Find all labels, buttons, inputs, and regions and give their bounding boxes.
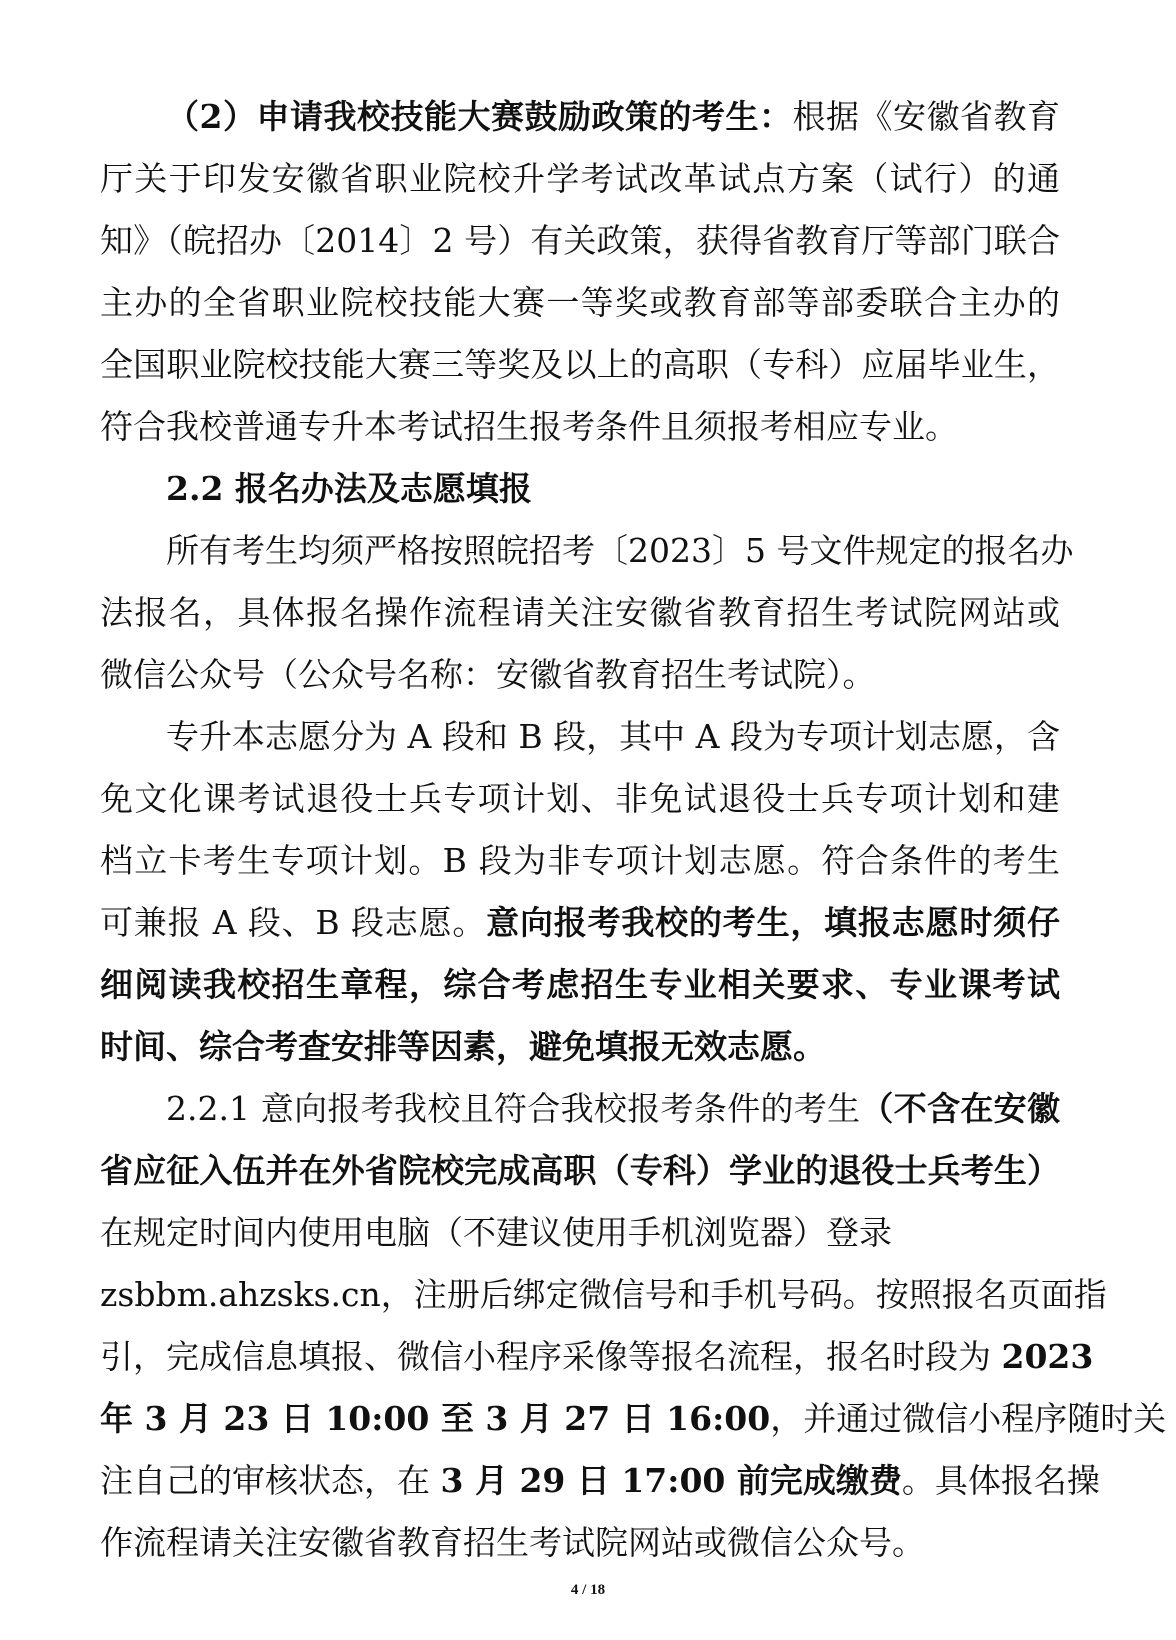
text-run: 细阅读我校招生章程，综合考虑招生专业相关要求、专业课考试 (100, 965, 1060, 1004)
text-run: 微信公众号（公众号名称：安徽省教育招生考试院）。 (100, 655, 876, 694)
text-line (100, 1326, 1094, 1388)
text-line (100, 954, 1060, 1016)
text-line (100, 148, 1060, 210)
section-heading (100, 458, 1060, 520)
text-run: 2.2.1 意向报考我校且符合我校报考条件的考生 (166, 1089, 861, 1128)
text-line (100, 396, 1060, 458)
text-run: 全国职业院校技能大赛三等奖及以上的高职（专科）应届毕业生， (100, 345, 1060, 384)
text-run: zsbbm.ahzsks.cn，注册后绑定微信号和手机号码。按照报名页面指 (100, 1275, 1107, 1314)
text-line (100, 1264, 1107, 1326)
text-line (100, 520, 1074, 582)
text-run: 作流程请关注安徽省教育招生考试院网站或微信公众号。 (100, 1523, 925, 1562)
text-run: 意向报考我校的考生，填报志愿时须仔 (486, 903, 1060, 942)
text-run: 引，完成信息填报、微信小程序采像等报名流程，报名时段为 (100, 1337, 1002, 1376)
text-run: ，并通过微信小程序随时关 (770, 1399, 1167, 1438)
text-run: 2023 (1001, 1337, 1094, 1376)
text-run: （2）申请我校技能大赛鼓励政策的考生： (166, 97, 793, 136)
text-run: 省应征入伍并在外省院校完成高职（专科）学业的退役士兵考生） (100, 1151, 1060, 1190)
text-line (100, 1140, 1060, 1202)
text-run: 厅关于印发安徽省职业院校升学考试改革试点方案（试行）的通 (100, 159, 1060, 198)
text-run: 符合我校普通专升本考试招生报考条件且须报考相应专业。 (100, 407, 958, 446)
text-line (100, 334, 1060, 396)
text-run: 可兼报 A 段、B 段志愿。 (100, 903, 487, 942)
text-run: 3 月 29 日 17:00 前完成缴费 (440, 1461, 902, 1500)
text-line (100, 1078, 1060, 1140)
text-line (100, 1388, 1167, 1450)
text-line (100, 1016, 1060, 1078)
text-run: （不含在安徽 (860, 1089, 1060, 1128)
text-line (100, 86, 1060, 148)
text-run: 在规定时间内使用电脑（不建议使用手机浏览器）登录 (100, 1213, 892, 1252)
text-line (100, 706, 1060, 768)
text-run: 免文化课考试退役士兵专项计划、非免试退役士兵专项计划和建 (100, 779, 1060, 818)
document-body (100, 86, 1167, 1574)
text-run: 所有考生均须严格按照皖招考〔2023〕5 号文件规定的报名办 (166, 531, 1074, 570)
text-run: 根据《安徽省教育 (792, 97, 1060, 136)
text-run: 注自己的审核状态，在 (100, 1461, 441, 1500)
text-line (100, 1202, 1060, 1264)
text-run: 。具体报名操 (901, 1461, 1100, 1500)
text-line (100, 1512, 1060, 1574)
page-number: 4 / 18 (570, 1582, 606, 1598)
text-line (100, 1450, 1100, 1512)
text-run: 知》（皖招办〔2014〕2 号）有关政策，获得省教育厅等部门联合 (100, 221, 1060, 260)
text-line (100, 830, 1060, 892)
text-line (100, 768, 1060, 830)
text-run: 主办的全省职业院校技能大赛一等奖或教育部等部委联合主办的 (100, 283, 1060, 322)
text-line (100, 210, 1060, 272)
text-run: 时间、综合考查安排等因素，避免填报无效志愿。 (100, 1027, 826, 1066)
text-line (100, 892, 1060, 954)
text-line (100, 582, 1060, 644)
text-run: 年 3 月 23 日 10:00 至 3 月 27 日 16:00 (100, 1399, 771, 1438)
text-run: 法报名，具体报名操作流程请关注安徽省教育招生考试院网站或 (100, 593, 1060, 632)
text-line (100, 272, 1060, 334)
section-heading-text: 2.2 报名办法及志愿填报 (166, 469, 532, 508)
text-run: 档立卡考生专项计划。B 段为非专项计划志愿。符合条件的考生 (100, 841, 1060, 880)
text-run: 专升本志愿分为 A 段和 B 段，其中 A 段为专项计划志愿，含 (166, 717, 1060, 756)
text-line (100, 644, 1060, 706)
